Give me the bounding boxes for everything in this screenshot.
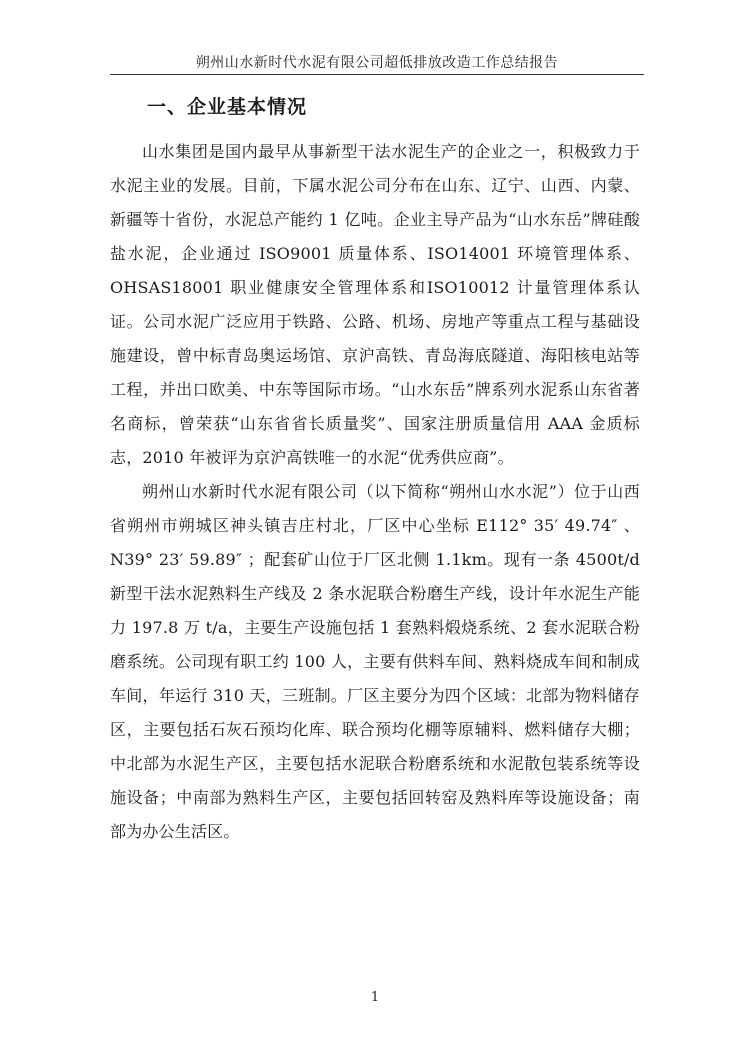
running-header: 朔州山水新时代水泥有限公司超低排放改造工作总结报告: [195, 55, 559, 71]
header-divider: [110, 74, 644, 75]
body-text: [110, 135, 640, 849]
section-heading: 一、企业基本情况: [147, 96, 308, 118]
paragraph-company-group: 山水集团是国内最早从事新型干法水泥生产的企业之一，积极致力于水泥主业的发展。目前，下属水泥公司分布在山东、辽宁、山西、内蒙、新疆等十省份，水泥总产能约 1 亿吨。企业主导产品为“山水东岳”牌硅酸盐水泥，企业通过 ISO9001 质量体系、ISO14001 环境管理体系、OHSAS18001 职业健康安全管理体系和ISO10012 计量管理体系认证。公司水泥广泛应用于铁路、公路、机场、房地产等重点工程与基础设施建设，曾中标青岛奥运场馆、京沪高铁、青岛海底隧道、海阳核电站等工程，并出口欧美、中东等国际市场。“山水东岳”牌系列水泥系山东省著名商标，曾荣获“山东省省长质量奖”、国家注册质量信用 AAA 金质标志，2010 年被评为京沪高铁唯一的水泥“优秀供应商”。: [110, 142, 640, 467]
paragraph-shuozhou-plant: 朔州山水新时代水泥有限公司（以下简称“朔州山水水泥”）位于山西省朔州市朔城区神头镇吉庄村北，厂区中心坐标 E112° 35′ 49.74″ 、N39° 23′ 59.89″ ；配套矿山位于厂区北侧 1.1km。现有一条 4500t/d 新型干法水泥熟料生产线及 2 条水泥联合粉磨生产线，设计年水泥生产能力 197.8 万 t/a，主要生产设施包括 1 套熟料煅烧系统、2 套水泥联合粉磨系统。公司现有职工约 100 人，主要有供料车间、熟料烧成车间和制成车间，年运行 310 天，三班制。厂区主要分为四个区域：北部为物料储存区，主要包括石灰石预均化库、联合预均化棚等原辅料、燃料储存大棚；中北部为水泥生产区，主要包括水泥联合粉磨系统和水泥散包装系统等设施设备；中南部为熟料生产区，主要包括回转窑及熟料库等设施设备；南部为办公生活区。: [110, 482, 640, 841]
page-number: 1: [370, 990, 380, 1005]
